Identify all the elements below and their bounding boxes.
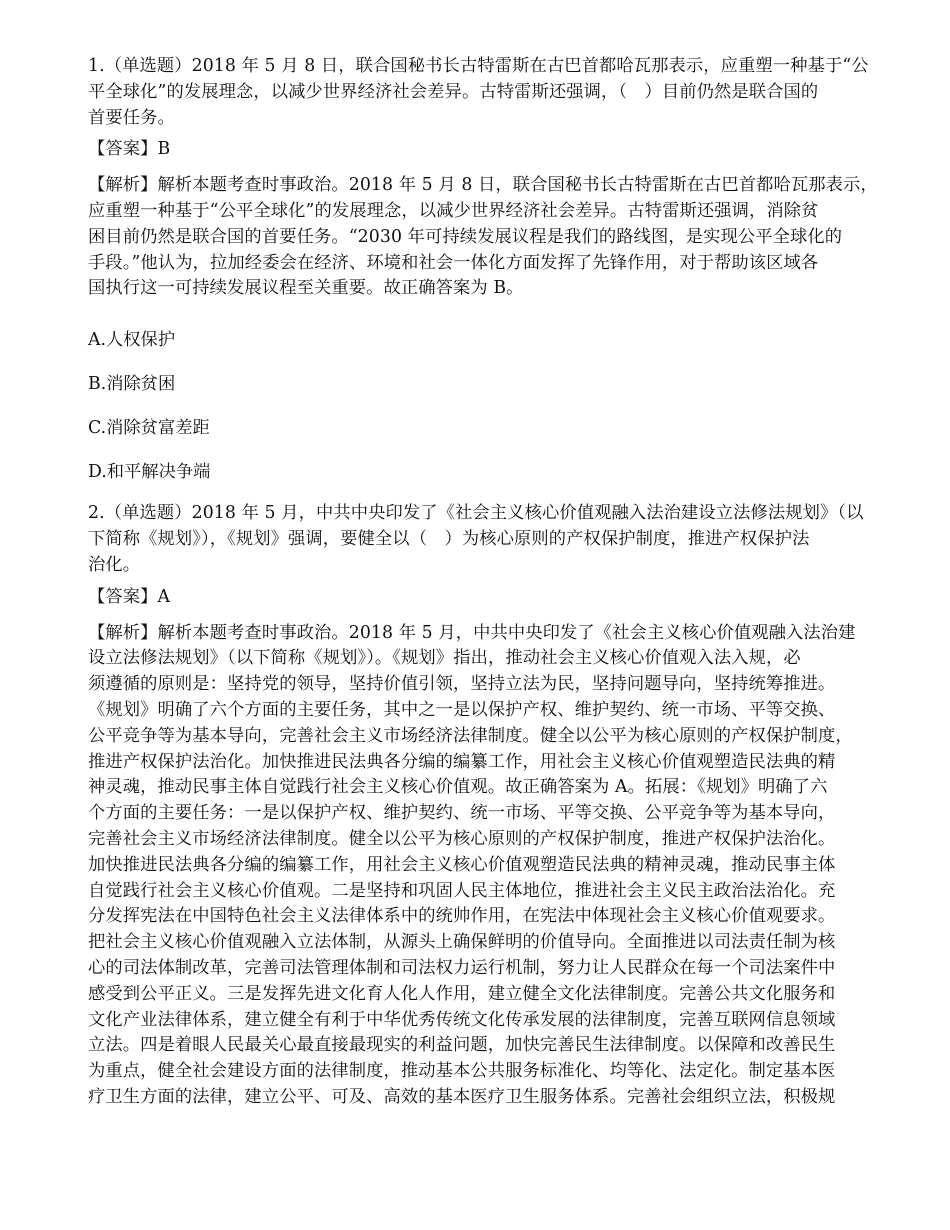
text-line: 治化。 xyxy=(88,554,141,575)
text-line: 感受到公平正义。三是发挥先进文化育人化人作用，建立健全文化法律制度。完善公共文化服务和 xyxy=(88,983,836,1004)
text-line: 2.（单选题）2018 年 5 月，中共中央印发了《社会主义核心价值观融入法治建设立法修法规划》（以 xyxy=(88,503,864,524)
text-line: 国执行这一可持续发展议程至关重要。故正确答案为 B。 xyxy=(88,278,524,299)
analysis-text xyxy=(88,621,908,1111)
text-line: 公平竞争等为基本导向，完善社会主义市场经济法律制度。健全以公平为核心原则的产权保护制度， xyxy=(88,725,853,746)
text-line: 神灵魂，推动民事主体自觉践行社会主义核心价值观。故正确答案为 A。拓展：《规划》明确了六 xyxy=(88,777,828,798)
text-line: 把社会主义核心价值观融入立法体制，从源头上确保鲜明的价值导向。全面推进以司法责任制为核 xyxy=(88,932,836,953)
question-block-2 xyxy=(88,501,908,1110)
question-text xyxy=(88,501,908,578)
text-line: 个方面的主要任务：一是以保护产权、维护契约、统一市场、平等交换、公平竞争等为基本导向， xyxy=(88,803,836,824)
text-line: 手段。”他认为，拉加经委会在经济、环境和社会一体化方面发挥了先锋作用，对于帮助该区域各 xyxy=(88,252,819,273)
question-block-1 xyxy=(88,54,908,485)
text-line: 完善社会主义市场经济法律制度。健全以公平为核心原则的产权保护制度，推进产权保护法治化。 xyxy=(88,828,836,849)
document-page xyxy=(88,54,908,1111)
text-line: 困目前仍然是联合国的首要任务。“2030 年可持续发展议程是我们的路线图，是实现公平全球化的 xyxy=(88,226,843,247)
text-line: 设立法修法规划》（以下简称《规划》）。《规划》指出，推动社会主义核心价值观入法入规，必 xyxy=(88,648,801,669)
analysis-text xyxy=(88,173,908,302)
text-line: 立法。四是着眼人民最关心最直接最现实的利益问题，加快完善民生法律制度。以保障和改善民生 xyxy=(88,1035,836,1056)
text-line: 推进产权保护法治化。加快推进民法典各分编的编纂工作，用社会主义核心价值观塑造民法典的精 xyxy=(88,751,836,772)
text-line: 首要任务。 xyxy=(88,107,175,128)
text-line: 疗卫生方面的法律，建立公平、可及、高效的基本医疗卫生服务体系。完善社会组织立法，积极规 xyxy=(88,1086,836,1107)
option-c: C.消除贫富差距 xyxy=(88,417,210,438)
text-line: 为重点，健全社会建设方面的法律制度，推动基本公共服务标准化、均等化、法定化。制定基本医 xyxy=(88,1061,836,1082)
text-line: 1.（单选题）2018 年 5 月 8 日，联合国秘书长古特雷斯在古巴首都哈瓦那表示，应重塑一种基于“公 xyxy=(88,56,869,76)
text-line: 【解析】解析本题考查时事政治。2018 年 5 月，中共中央印发了《社会主义核心价值观融入法治建 xyxy=(88,622,856,643)
option-a: A.人权保护 xyxy=(88,330,176,351)
text-line: 须遵循的原则是：坚持党的领导，坚持价值引领，坚持立法为民，坚持问题导向，坚持统筹推进。 xyxy=(88,674,836,695)
text-line: 《规划》明确了六个方面的主要任务，其中之一是以保护产权、维护契约、统一市场、平等交换、 xyxy=(88,699,836,720)
text-line: 下简称《规划》），《规划》强调，要健全以（ ）为核心原则的产权保护制度，推进产权保护法 xyxy=(88,529,810,550)
text-line: 自觉践行社会主义核心价值观。二是坚持和巩固人民主体地位，推进社会主义民主政治法治化。充 xyxy=(88,880,836,901)
text-line: 分发挥宪法在中国特色社会主义法律体系中的统帅作用，在宪法中体现社会主义核心价值观要求。 xyxy=(88,906,836,927)
text-line: 平全球化”的发展理念，以减少世界经济社会差异。古特雷斯还强调，（ ）目前仍然是联合国的 xyxy=(88,81,819,102)
answer-label: 【答案】A xyxy=(88,586,171,607)
text-line: 应重塑一种基于“公平全球化”的发展理念，以减少世界经济社会差异。古特雷斯还强调，消除贫 xyxy=(88,200,819,221)
option-d: D.和平解决争端 xyxy=(88,461,211,482)
text-line: 加快推进民法典各分编的编纂工作，用社会主义核心价值观塑造民法典的精神灵魂，推动民事主体 xyxy=(88,854,836,875)
text-line: 心的司法体制改革，完善司法管理体制和司法权力运行机制，努力让人民群众在每一个司法案件中 xyxy=(88,957,836,978)
answer-label: 【答案】B xyxy=(88,139,171,160)
text-line: 【解析】解析本题考查时事政治。2018 年 5 月 8 日，联合国秘书长古特雷斯在古巴首都哈瓦那表示， xyxy=(88,175,878,196)
option-b: B.消除贫困 xyxy=(88,373,176,394)
text-line: 文化产业法律体系，建立健全有利于中华优秀传统文化传承发展的法律制度，完善互联网信息领域 xyxy=(88,1009,836,1030)
question-text xyxy=(88,54,908,131)
